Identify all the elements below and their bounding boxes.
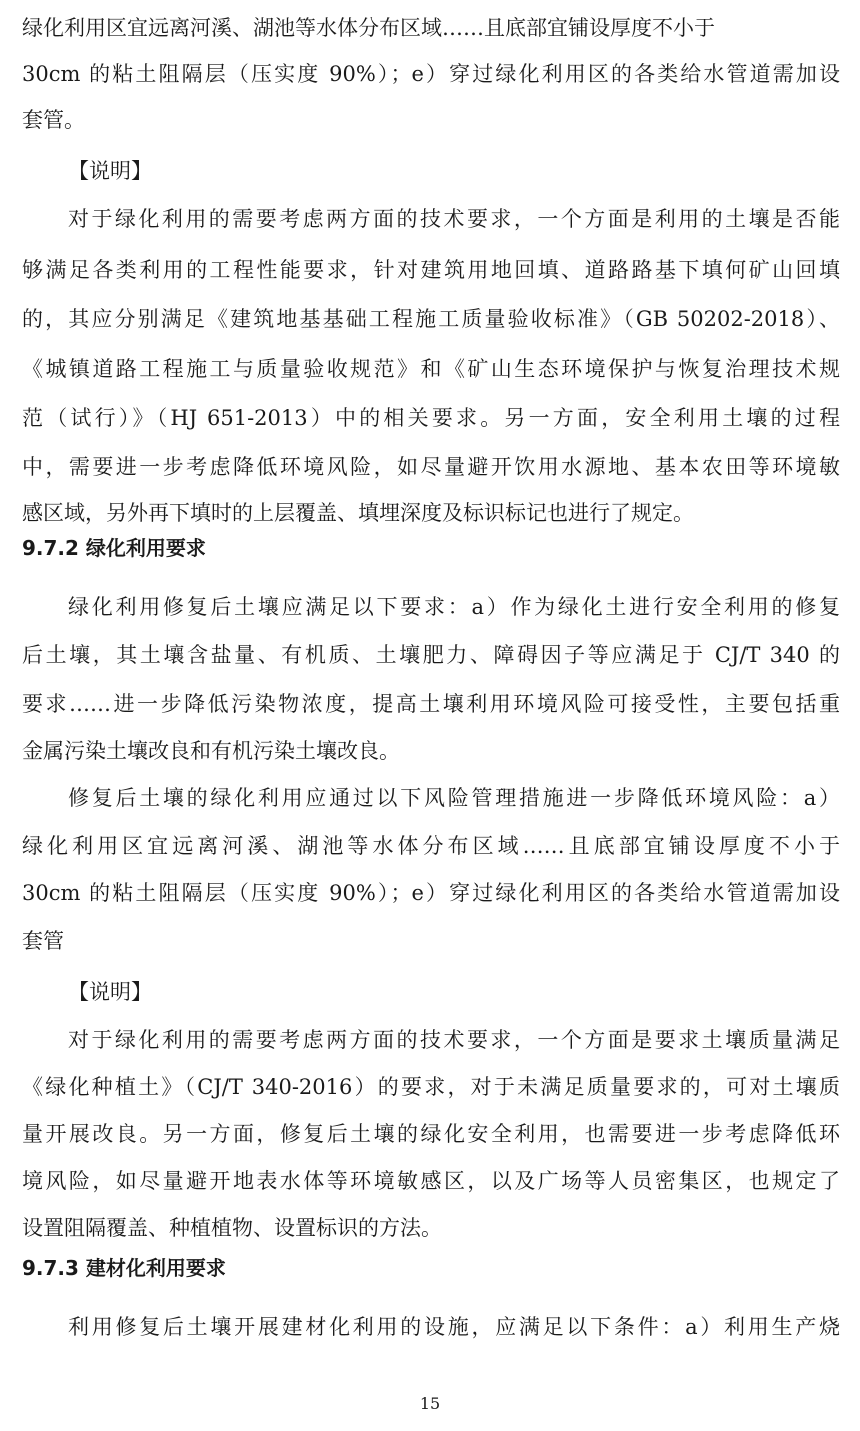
- text-line: 30cm 的粘土阻隔层（压实度 90%）；e）穿过绿化利用区的各类给水管道需加设: [22, 62, 840, 86]
- text-line: 绿化利用区宜远离河溪、湖池等水体分布区域……且底部宜铺设厚度不小于: [22, 834, 840, 858]
- text-line: 金属污染土壤改良和有机污染土壤改良。: [22, 739, 400, 763]
- text-line: 够满足各类利用的工程性能要求，针对建筑用地回填、道路路基下填何矿山回填: [22, 258, 840, 282]
- text-line: 30cm 的粘土阻隔层（压实度 90%）；e）穿过绿化利用区的各类给水管道需加设: [22, 881, 840, 905]
- text-line: 境风险，如尽量避开地表水体等环境敏感区，以及广场等人员密集区，也规定了: [22, 1169, 840, 1193]
- text-line: 《绿化种植土》（CJ/T 340-2016）的要求，对于未满足质量要求的，可对土壤质: [22, 1075, 840, 1099]
- text-line: 利用修复后土壤开展建材化利用的设施，应满足以下条件：a）利用生产烧: [68, 1315, 840, 1339]
- text-line: 要求……进一步降低污染物浓度，提高土壤利用环境风险可接受性，主要包括重: [22, 692, 840, 716]
- text-line: 的，其应分别满足《建筑地基基础工程施工质量验收标准》（GB 50202-2018）、: [22, 307, 840, 331]
- text-line: 后土壤，其土壤含盐量、有机质、土壤肥力、障碍因子等应满足于 CJ/T 340 的: [22, 643, 840, 667]
- text-line: 对于绿化利用的需要考虑两方面的技术要求，一个方面是要求土壤质量满足: [68, 1028, 840, 1052]
- text-line: 套管。: [22, 108, 85, 132]
- text-line: 设置阻隔覆盖、种植植物、设置标识的方法。: [22, 1216, 442, 1240]
- text-line: 范（试行）》（HJ 651-2013）中的相关要求。另一方面，安全利用土壤的过程: [22, 406, 840, 430]
- text-line: 修复后土壤的绿化利用应通过以下风险管理措施进一步降低环境风险：a）: [68, 786, 840, 810]
- text-line: 《城镇道路工程施工与质量验收规范》和《矿山生态环境保护与恢复治理技术规: [22, 357, 840, 381]
- text-line: 量开展改良。另一方面，修复后土壤的绿化安全利用，也需要进一步考虑降低环: [22, 1122, 840, 1146]
- note-label: 【说明】: [68, 159, 152, 183]
- text-line: 对于绿化利用的需要考虑两方面的技术要求，一个方面是利用的土壤是否能: [68, 207, 840, 231]
- text-line: 感区域，另外再下填时的上层覆盖、填埋深度及标识标记也进行了规定。: [22, 501, 694, 525]
- note-label: 【说明】: [68, 980, 152, 1004]
- text-line: 中，需要进一步考虑降低环境风险，如尽量避开饮用水源地、基本农田等环境敏: [22, 455, 840, 479]
- page-number: 15: [419, 1394, 441, 1413]
- text-line: 绿化利用修复后土壤应满足以下要求：a）作为绿化土进行安全利用的修复: [68, 595, 840, 619]
- section-heading-9-7-3: 9.7.3 建材化利用要求: [22, 1256, 226, 1280]
- section-heading-9-7-2: 9.7.2 绿化利用要求: [22, 536, 206, 560]
- text-line: 套管: [22, 929, 64, 953]
- text-line: 绿化利用区宜远离河溪、湖池等水体分布区域……且底部宜铺设厚度不小于: [22, 16, 715, 40]
